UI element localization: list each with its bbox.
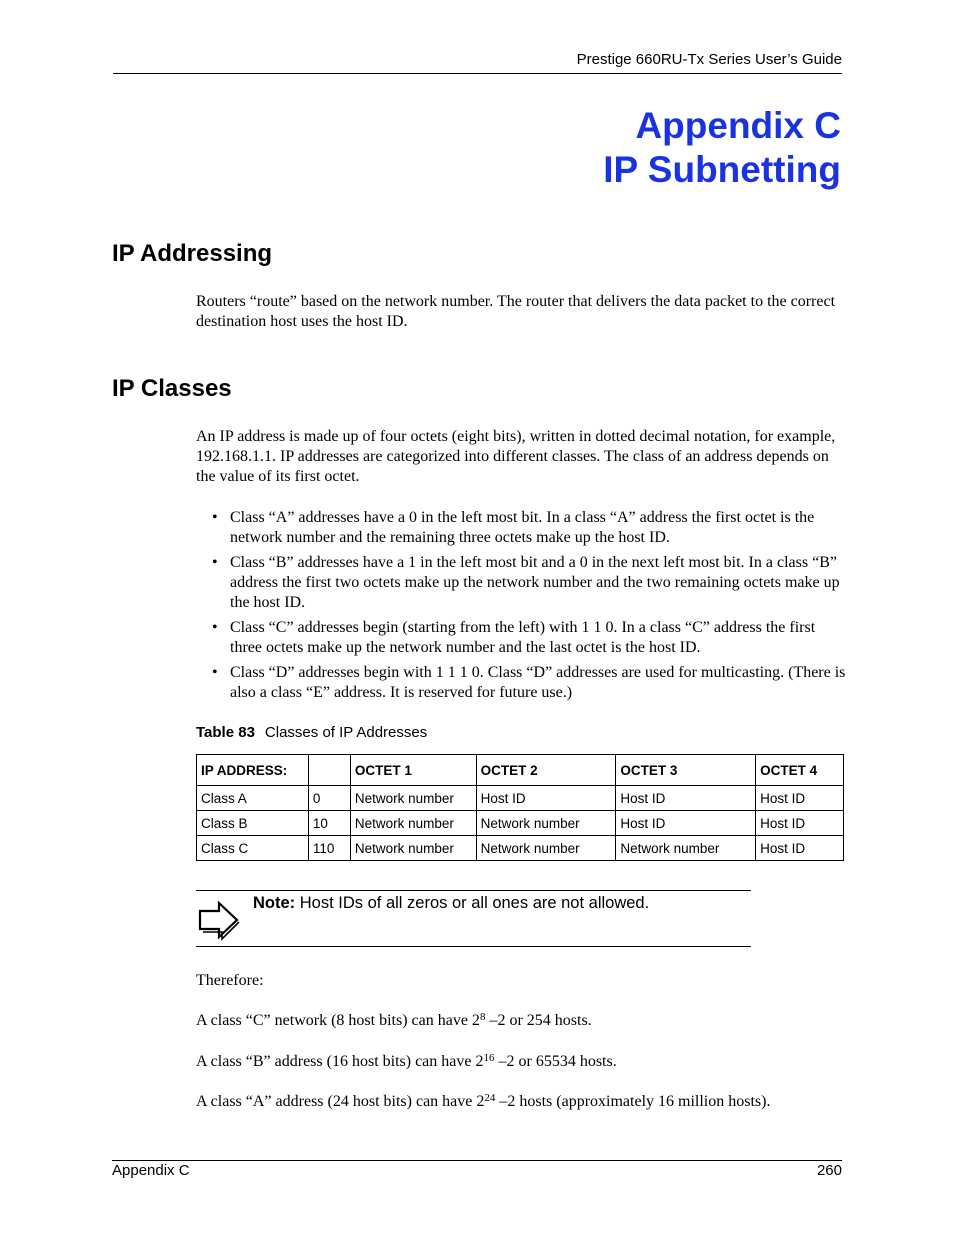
note-label: Note: — [253, 894, 296, 912]
table-cell: Host ID — [616, 786, 756, 811]
host-count-text: A class “C” network (8 host bits) can have 2 — [196, 1012, 480, 1029]
bullet-text: Class “A” addresses have a 0 in the left most bit. In a class “A” address the first octet is the network number and the remaining three octets make up the host ID. — [230, 509, 815, 546]
section-heading-ip-classes: IP Classes — [112, 375, 232, 402]
bullet-text: Class “C” addresses begin (starting from the left) with 1 1 0. In a class “C” address the first three octets make up the network number and the last octet is the host ID. — [230, 619, 816, 656]
header-rule — [113, 73, 842, 74]
table-row — [197, 811, 844, 836]
list-item: • Class “B” addresses have a 1 in the left most bit and a 0 in the next left most bit. In a class “B” address the first two octets make up the network number and the two remaining octets make up the host ID. — [212, 554, 840, 611]
ip-addressing-paragraph: Routers “route” based on the network number. The router that delivers the data packet to the correct destination host uses the host ID. — [196, 293, 836, 330]
exponent: 24 — [484, 1092, 496, 1104]
table-cell: Class A — [197, 786, 309, 811]
host-count-result: –2 or 254 hosts. — [485, 1012, 592, 1029]
ip-classes-table — [196, 754, 844, 861]
host-count-line — [196, 1092, 846, 1112]
note-body: Host IDs of all zeros or all ones are not allowed. — [299, 894, 650, 912]
note-rule-top — [196, 890, 751, 891]
table-cell: Class B — [197, 811, 309, 836]
table-cell: Network number — [350, 786, 476, 811]
chapter-title-line2: IP Subnetting — [603, 149, 841, 190]
page-number: 260 — [816, 1162, 842, 1179]
host-count-text: A class “B” address (16 host bits) can have 2 — [196, 1053, 484, 1070]
table-cell: Host ID — [756, 786, 844, 811]
ip-class-bullet-list — [196, 508, 846, 708]
table-header-cell: OCTET 2 — [476, 755, 616, 786]
table-cell: Network number — [350, 811, 476, 836]
host-count-result: –2 hosts (approximately 16 million hosts). — [495, 1093, 771, 1110]
table-cell: Host ID — [756, 811, 844, 836]
section-heading-ip-addressing: IP Addressing — [112, 240, 273, 267]
list-item: • Class “A” addresses have a 0 in the left most bit. In a class “A” address the first octet is the network number and the remaining three octets make up the host ID. — [212, 509, 815, 546]
arrow-right-icon — [197, 899, 241, 941]
table-cell: Host ID — [756, 836, 844, 861]
table-header-cell: OCTET 4 — [756, 755, 844, 786]
host-count-result: –2 or 65534 hosts. — [494, 1053, 617, 1070]
host-count-line — [196, 1011, 846, 1031]
chapter-title-line1: Appendix C — [635, 105, 841, 146]
table-cell: 110 — [308, 836, 350, 861]
chapter-title — [603, 104, 841, 192]
table-cell: 10 — [308, 811, 350, 836]
running-header: Prestige 660RU-Tx Series User’s Guide — [576, 51, 842, 68]
host-count-line — [196, 1052, 846, 1072]
table-caption-label: Table 83 — [196, 724, 255, 741]
footer-rule — [112, 1160, 842, 1161]
table-caption — [196, 724, 427, 741]
table-cell: Network number — [476, 811, 616, 836]
note-rule-bottom — [196, 946, 751, 947]
table-header-row — [197, 755, 844, 786]
list-item: • Class “C” addresses begin (starting from the left) with 1 1 0. In a class “C” address the first three octets make up the network number and the last octet is the host ID. — [212, 619, 816, 656]
footer-section-label: Appendix C — [112, 1162, 190, 1179]
table-cell: Network number — [476, 836, 616, 861]
table-header-cell — [308, 755, 350, 786]
table-cell: Host ID — [476, 786, 616, 811]
table-caption-title: Classes of IP Addresses — [264, 724, 428, 741]
table-row — [197, 786, 844, 811]
table-header-cell: OCTET 3 — [616, 755, 756, 786]
table-cell: Host ID — [616, 811, 756, 836]
list-item: • Class “D” addresses begin with 1 1 1 0. Class “D” addresses are used for multicasting. (There is also a class “E” address. It is reserved for future use.) — [212, 664, 846, 701]
exponent: 8 — [479, 1011, 486, 1023]
table-row — [197, 836, 844, 861]
note-text — [253, 894, 649, 913]
therefore-label: Therefore: — [196, 972, 264, 989]
table-cell: Network number — [616, 836, 756, 861]
bullet-text: Class “D” addresses begin with 1 1 1 0. Class “D” addresses are used for multicasting. (There is also a class “E” address. It is reserved for future use.) — [230, 664, 846, 701]
exponent: 16 — [483, 1052, 495, 1064]
host-count-text: A class “A” address (24 host bits) can have 2 — [196, 1093, 485, 1110]
table-header-cell: IP ADDRESS: — [197, 755, 309, 786]
table-cell: Network number — [350, 836, 476, 861]
bullet-text: Class “B” addresses have a 1 in the left most bit and a 0 in the next left most bit. In a class “B” address the first two octets make up the network number and the two remaining octets make up the host ID. — [230, 554, 840, 611]
table-header-cell: OCTET 1 — [350, 755, 476, 786]
table-cell: 0 — [308, 786, 350, 811]
table-cell: Class C — [197, 836, 309, 861]
ip-classes-intro-paragraph: An IP address is made up of four octets (eight bits), written in dotted decimal notation, for example, 192.168.1.1. IP addresses are categorized into different classes. The class of an address depends on the value of its first octet. — [196, 428, 836, 485]
